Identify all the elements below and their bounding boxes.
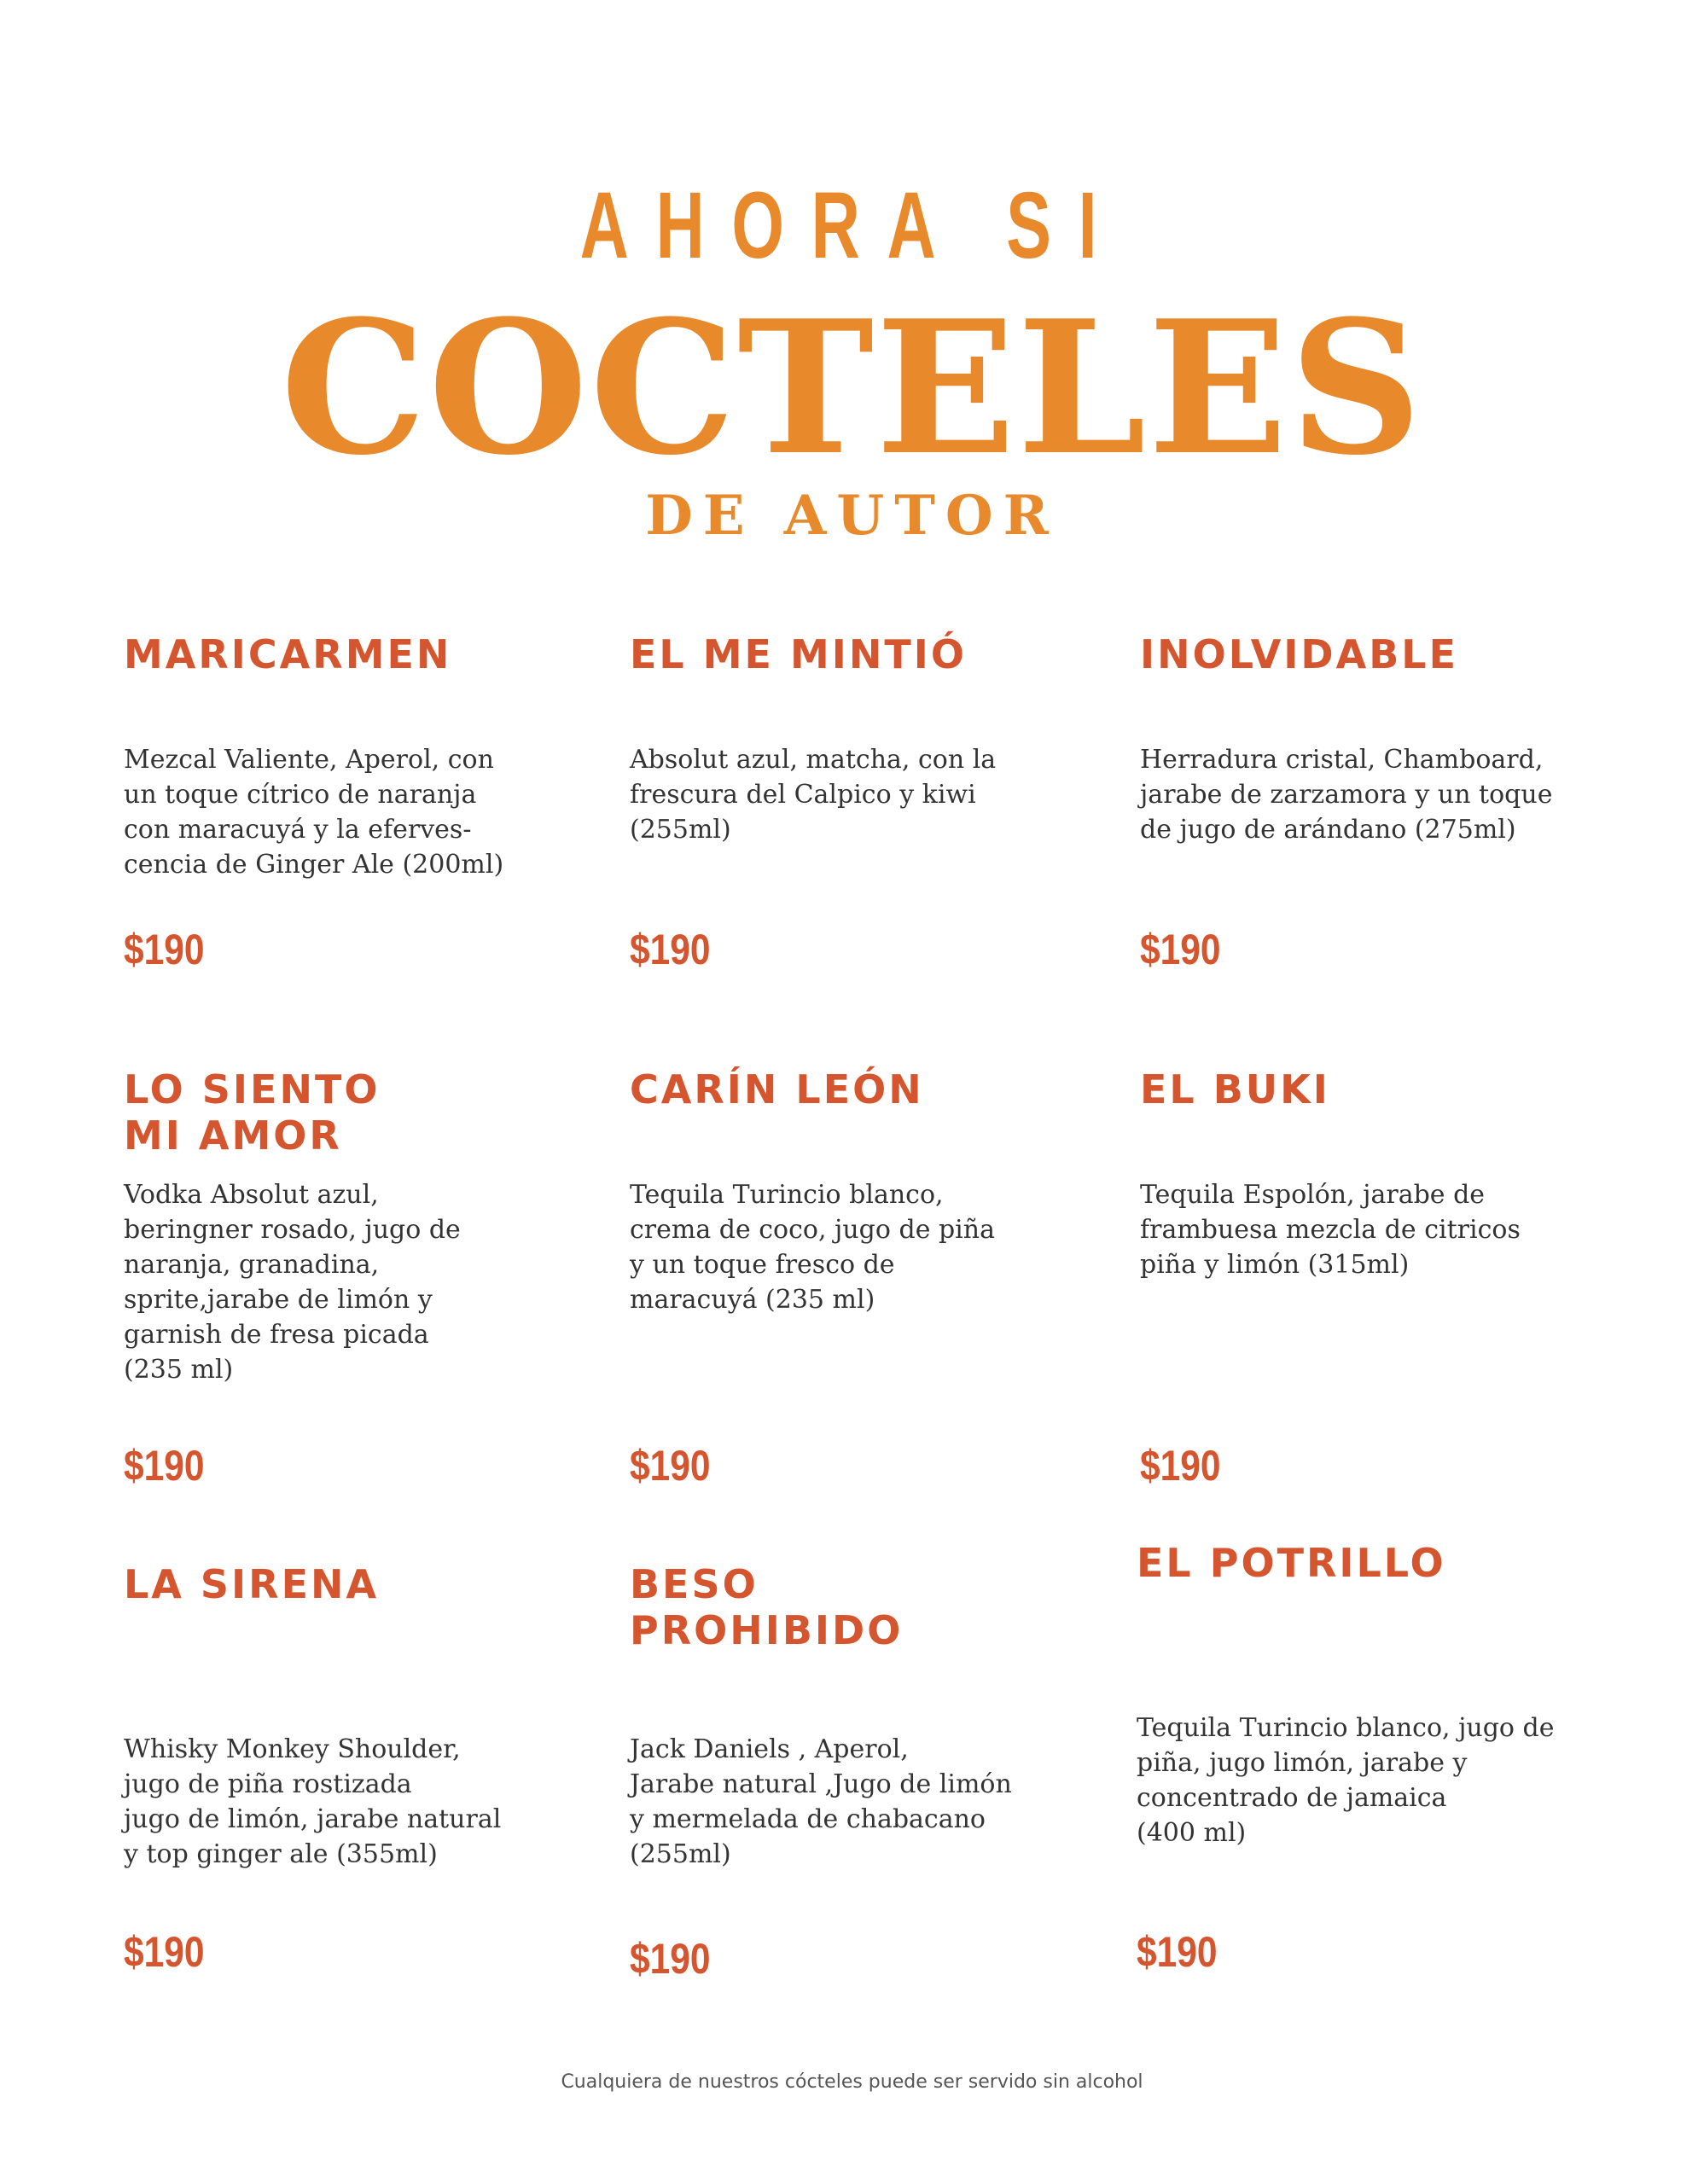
item-name: EL POTRILLO [1137, 1540, 1446, 1586]
item-name: MARICARMEN [124, 631, 452, 677]
item-description: Jack Daniels , Aperol, Jarabe natural ,Jugo de limón y mermelada de chabacano (255ml) [630, 1734, 1012, 1869]
item-price: $190 [1140, 1442, 1221, 1490]
item-price: $190 [1140, 926, 1221, 973]
item-name: EL ME MINTIÓ [630, 631, 967, 677]
item-description: Whisky Monkey Shoulder, jugo de piña rostizada jugo de limón, jarabe natural y top ginger ale (355ml) [124, 1734, 502, 1869]
item-description: Mezcal Valiente, Aperol, con un toque cítrico de naranja con maracuyá y la eferves- cencia de Ginger Ale (200ml) [124, 745, 504, 880]
item-price: $190 [124, 1928, 205, 1976]
item-name: LO SIENTO MI AMOR [124, 1066, 381, 1159]
footer-note: Cualquiera de nuestros cócteles puede ser servido sin alcohol [561, 2071, 1143, 2093]
title-top: AHORA SI [579, 173, 1125, 278]
item-price: $190 [124, 926, 205, 973]
item-name: EL BUKI [1140, 1066, 1330, 1112]
item-price: $190 [630, 926, 711, 973]
item-description: Herradura cristal, Chamboard, jarabe de zarzamora y un toque de jugo de arándano (275ml) [1140, 745, 1553, 845]
title-sub: DE AUTOR [645, 484, 1059, 548]
item-price: $190 [630, 1442, 711, 1490]
item-price: $190 [1137, 1928, 1218, 1976]
item-description: Absolut azul, matcha, con la frescura del Calpico y kiwi (255ml) [630, 745, 997, 845]
item-description: Vodka Absolut azul, beringner rosado, jugo de naranja, granadina, sprite,jarabe de limón y garnish de fresa picada (235 ml) [124, 1180, 461, 1385]
item-name: CARÍN LEÓN [630, 1066, 924, 1112]
item-description: Tequila Espolón, jarabe de frambuesa mezcla de citricos piña y limón (315ml) [1140, 1180, 1521, 1280]
title-main: COCTELES [280, 280, 1424, 496]
item-name: LA SIRENA [124, 1561, 380, 1607]
item-name: INOLVIDABLE [1140, 631, 1458, 677]
item-price: $190 [124, 1442, 205, 1490]
item-description: Tequila Turincio blanco, jugo de piña, jugo limón, jarabe y concentrado de jamaica (400 ml) [1137, 1713, 1555, 1848]
item-name: BESO PROHIBIDO [630, 1561, 904, 1653]
item-description: Tequila Turincio blanco, crema de coco, jugo de piña y un toque fresco de maracuyá (235 ml) [630, 1180, 995, 1315]
item-price: $190 [630, 1935, 711, 1983]
